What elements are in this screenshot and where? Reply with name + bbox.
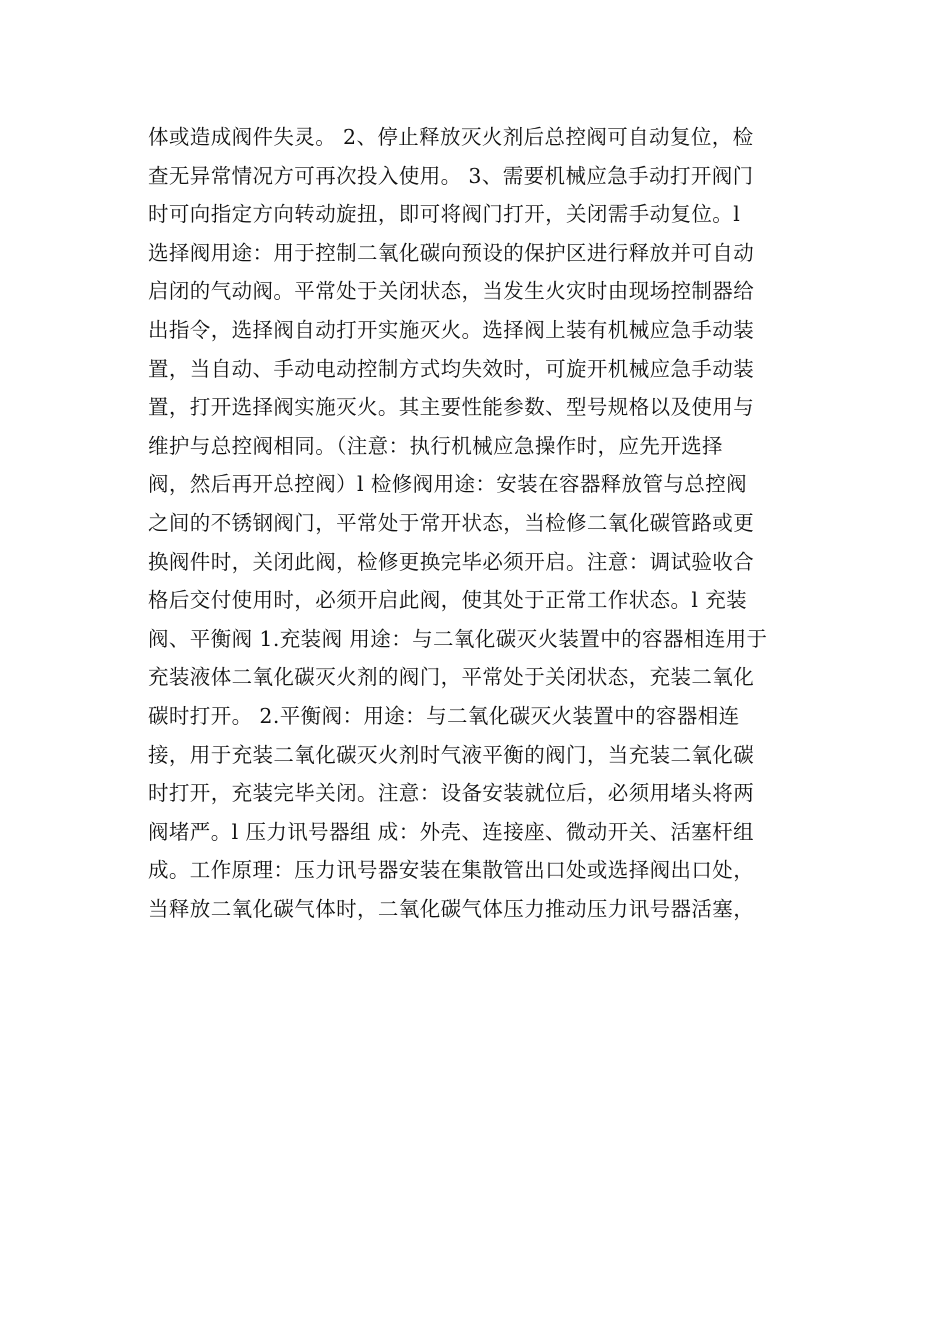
- text-line: 阀，然后再开总控阀）l 检修阀用途：安装在容器释放管与总控阀: [148, 472, 748, 497]
- text-line: 查无异常情况方可再次投入使用。 3、需要机械应急手动打开阀门: [148, 163, 754, 188]
- text-line: 成。工作原理：压力讯号器安装在集散管出口处或选择阀出口处，: [148, 858, 755, 883]
- text-line: 启闭的气动阀。平常处于关闭状态，当发生火灾时由现场控制器给: [148, 279, 755, 304]
- text-line: 维护与总控阀相同。（注意：执行机械应急操作时，应先开选择: [148, 433, 723, 458]
- text-line: 时打开，充装完毕关闭。注意：设备安装就位后，必须用堵头将两: [148, 781, 755, 806]
- text-line: 时可向指定方向转动旋扭，即可将阀门打开，关闭需手动复位。l: [148, 202, 741, 227]
- text-line: 阀堵严。l 压力讯号器组 成：外壳、连接座、微动开关、活塞杆组: [148, 819, 754, 844]
- text-line: 碳时打开。 2.平衡阀：用途：与二氧化碳灭火装置中的容器相连: [148, 703, 740, 728]
- text-line: 当释放二氧化碳气体时，二氧化碳气体压力推动压力讯号器活塞，: [148, 896, 755, 921]
- text-line: 出指令，选择阀自动打开实施灭火。选择阀上装有机械应急手动装: [148, 317, 755, 342]
- text-line: 置，打开选择阀实施灭火。其主要性能参数、型号规格以及使用与: [148, 395, 755, 420]
- text-line: 换阀件时，关闭此阀，检修更换完毕必须开启。注意：调试验收合: [148, 549, 755, 574]
- text-line: 充装液体二氧化碳灭火剂的阀门，平常处于关闭状态，充装二氧化: [148, 665, 755, 690]
- text-line: 接，用于充装二氧化碳灭火剂时气液平衡的阀门，当充装二氧化碳: [148, 742, 755, 767]
- text-line: 体或造成阀件失灵。 2、停止释放灭火剂后总控阀可自动复位，检: [148, 125, 754, 149]
- text-line: 置，当自动、手动电动控制方式均失效时，可旋开机械应急手动装: [148, 356, 755, 381]
- body-text: [148, 118, 828, 928]
- text-line: 选择阀用途：用于控制二氧化碳向预设的保护区进行释放并可自动: [148, 240, 755, 265]
- text-line: 之间的不锈钢阀门，平常处于常开状态，当检修二氧化碳管路或更: [148, 510, 755, 535]
- text-line: 阀、平衡阀 1.充装阀 用途：与二氧化碳灭火装置中的容器相连用于: [148, 626, 768, 651]
- text-line: 格后交付使用时，必须开启此阀，使其处于正常工作状态。l 充装: [148, 588, 748, 613]
